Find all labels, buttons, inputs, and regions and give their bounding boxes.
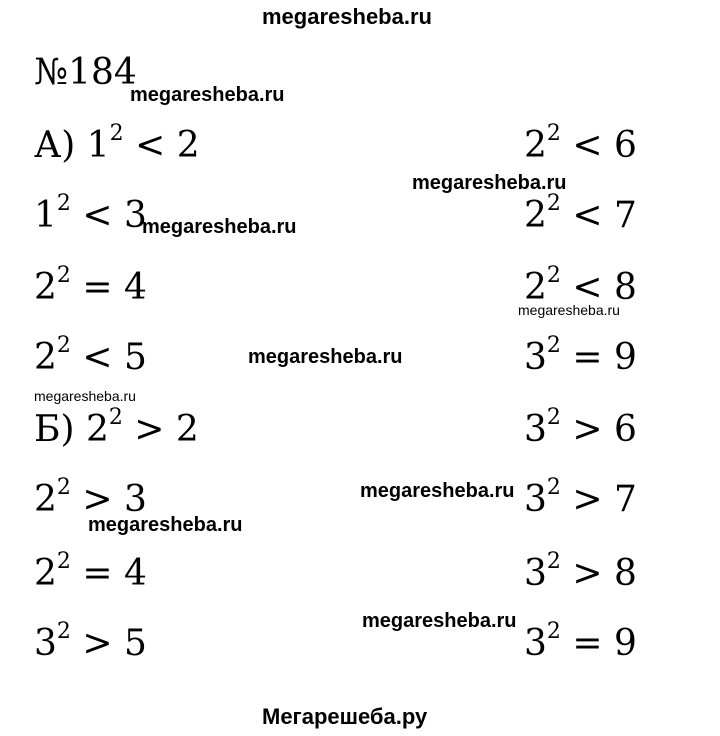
relation: > 6 <box>560 409 637 450</box>
base: 2 <box>34 267 57 308</box>
relation: < 7 <box>560 195 637 236</box>
expression-b-right-3 <box>524 549 637 594</box>
base: 3 <box>524 553 547 594</box>
exponent: 2 <box>546 333 561 358</box>
expression-a-left-1 <box>34 121 200 166</box>
base: 1 <box>86 125 110 166</box>
base: 3 <box>524 623 547 664</box>
watermark: megaresheba.ru <box>34 388 136 404</box>
watermark-bottom: Мегарешеба.ру <box>262 704 428 729</box>
exponent: 2 <box>109 121 124 146</box>
watermark: megaresheba.ru <box>360 480 515 502</box>
expression-a-left-3 <box>34 263 147 308</box>
relation: = 4 <box>70 267 147 308</box>
relation: = 9 <box>560 623 637 664</box>
base: 2 <box>524 267 547 308</box>
exponent: 2 <box>56 549 71 574</box>
relation: > 8 <box>560 553 637 594</box>
watermark: megaresheba.ru <box>412 172 567 194</box>
base: 2 <box>34 337 57 378</box>
exponent: 2 <box>546 191 561 216</box>
watermark-top: megaresheba.ru <box>262 4 432 29</box>
exponent: 2 <box>56 263 71 288</box>
relation: < 6 <box>560 125 637 166</box>
relation: > 2 <box>122 409 199 450</box>
relation: < 5 <box>70 337 147 378</box>
base: 3 <box>524 409 547 450</box>
exponent: 2 <box>56 191 71 216</box>
base: 2 <box>34 553 57 594</box>
expression-a-right-1 <box>524 121 637 166</box>
section-b-label: Б) <box>34 409 75 450</box>
exponent: 2 <box>546 263 561 288</box>
base: 3 <box>34 623 57 664</box>
exponent: 2 <box>546 405 561 430</box>
expression-a-right-2 <box>524 191 637 236</box>
base: 1 <box>34 195 57 236</box>
watermark: megaresheba.ru <box>518 302 620 318</box>
base: 2 <box>85 409 109 450</box>
expression-b-right-1 <box>524 405 637 450</box>
section-a-label: А) <box>34 125 76 166</box>
expression-b-right-4 <box>524 619 637 664</box>
relation: = 9 <box>560 337 637 378</box>
relation: > 7 <box>560 479 637 520</box>
expression-a-left-2 <box>34 191 147 236</box>
expression-b-left-3 <box>34 549 147 594</box>
exponent: 2 <box>546 549 561 574</box>
expression-b-left-4 <box>34 619 147 664</box>
expression-a-right-3 <box>524 263 637 308</box>
relation: < 8 <box>560 267 637 308</box>
exponent: 2 <box>56 475 71 500</box>
exponent: 2 <box>546 121 561 146</box>
relation: < 3 <box>70 195 147 236</box>
watermark: megaresheba.ru <box>130 84 285 106</box>
exponent: 2 <box>546 619 561 644</box>
exponent: 2 <box>56 333 71 358</box>
relation: = 4 <box>70 553 147 594</box>
watermark: megaresheba.ru <box>88 514 243 536</box>
base: 3 <box>524 337 547 378</box>
relation: > 3 <box>70 479 147 520</box>
watermark: megaresheba.ru <box>248 346 403 368</box>
expression-b-left-1 <box>34 405 199 450</box>
watermark: megaresheba.ru <box>362 610 517 632</box>
expression-b-left-2 <box>34 475 147 520</box>
base: 2 <box>524 125 547 166</box>
expression-b-right-2 <box>524 475 637 520</box>
base: 2 <box>34 479 57 520</box>
exponent: 2 <box>546 475 561 500</box>
expression-a-right-4 <box>524 333 637 378</box>
relation: < 2 <box>123 125 200 166</box>
relation: > 5 <box>70 623 147 664</box>
watermark: megaresheba.ru <box>142 216 297 238</box>
exponent: 2 <box>56 619 71 644</box>
exponent: 2 <box>108 405 123 430</box>
problem-number: №184 <box>34 52 137 93</box>
base: 2 <box>524 195 547 236</box>
expression-a-left-4 <box>34 333 147 378</box>
base: 3 <box>524 479 547 520</box>
